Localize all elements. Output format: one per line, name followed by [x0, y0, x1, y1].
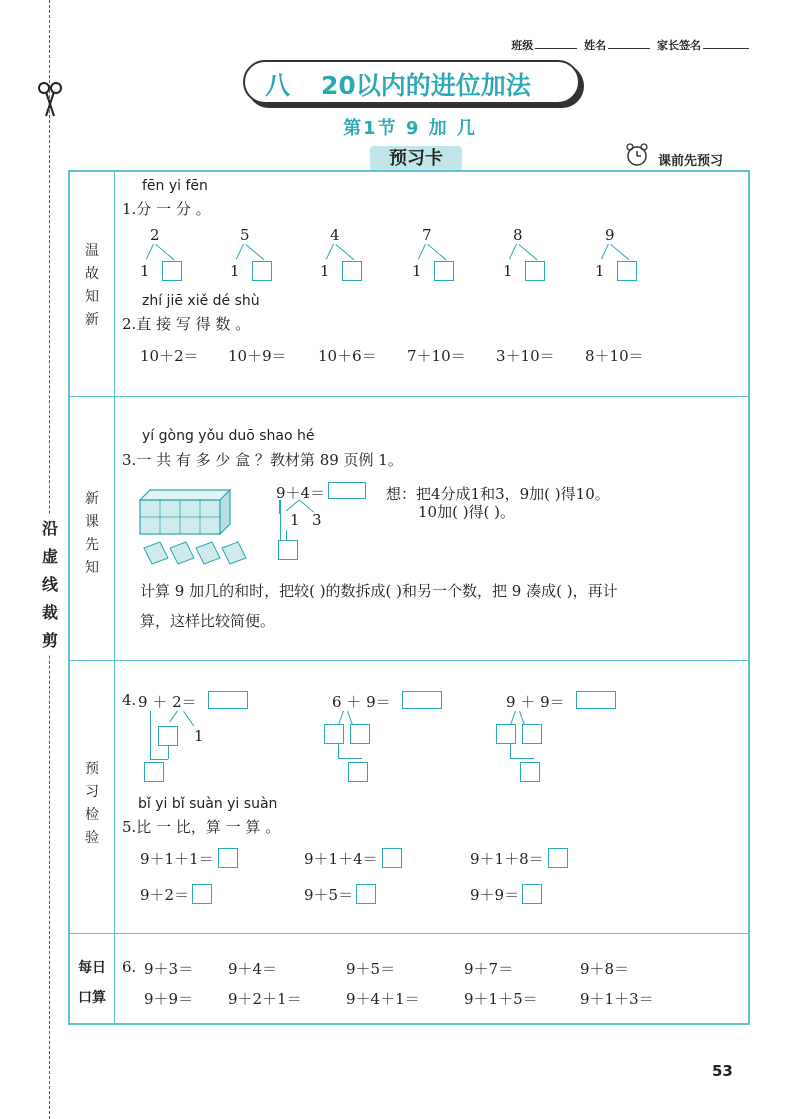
q6-expression: 9＋3＝ [144, 960, 194, 978]
q5-expression: 9＋1＋4＝ [304, 850, 378, 868]
scissors-icon [36, 80, 64, 120]
q6-expression: 9＋4＋1＝ [346, 990, 420, 1008]
alarm-clock-icon [624, 142, 650, 168]
q1-answer-box[interactable] [342, 261, 362, 281]
q4-split-box[interactable] [158, 726, 178, 746]
new-lesson-label-text: 新课先知 [85, 491, 99, 576]
q5-answer-box[interactable] [192, 884, 212, 904]
q2-expression: 8＋10＝ [585, 347, 644, 365]
q5-answer-box[interactable] [218, 848, 238, 868]
q2-expression: 3＋10＝ [496, 347, 555, 365]
q1-bond-left: 1 [140, 262, 150, 280]
q6-label: 6. [122, 958, 137, 976]
q3-equation: 9＋4＝ [276, 484, 326, 502]
class-field[interactable] [535, 38, 577, 49]
q1-bond-top: 8 [513, 226, 523, 244]
q1-bond-left: 1 [503, 262, 513, 280]
q3-split-line [286, 530, 287, 540]
q3-summary-1: 计算 9 加几的和时，把较( )的数拆成( )和另一个数，把 9 凑成( )，再计 [140, 582, 618, 600]
q4-equation: 9 ＋ 9＝ [506, 693, 565, 711]
q6-expression: 9＋2＋1＝ [228, 990, 302, 1008]
q6-expression: 9＋9＝ [144, 990, 194, 1008]
q4-label: 4. [122, 691, 137, 709]
q4-bond-line [338, 744, 339, 758]
q4-answer-box[interactable] [402, 691, 442, 709]
q4-bond-line [150, 759, 168, 760]
chapter-banner [243, 60, 580, 104]
q1-answer-box[interactable] [434, 261, 454, 281]
section-label-review [70, 240, 114, 332]
q4-given-part: 1 [194, 727, 204, 745]
class-label: 班级 [511, 39, 534, 52]
q6-expression: 9＋1＋5＝ [464, 990, 538, 1008]
q1-bond-left: 1 [230, 262, 240, 280]
q4-split-box[interactable] [350, 724, 370, 744]
preview-check-label-text: 预习检验 [85, 761, 99, 846]
q1-pinyin: fēn yi fēn [142, 178, 208, 194]
q2-expression: 10＋2＝ [140, 347, 199, 365]
q3-answer-box[interactable] [328, 482, 366, 499]
parent-signature-label: 家长签名 [657, 39, 701, 52]
q3-think-1: 想：把4分成1和3，9加( )得10。 [386, 485, 610, 503]
q5-expression: 9＋1＋1＝ [140, 850, 214, 868]
q4-split-box[interactable] [496, 724, 516, 744]
q1-bond-left: 1 [412, 262, 422, 280]
q5-answer-box[interactable] [522, 884, 542, 904]
q4-bond-line [338, 758, 362, 759]
q2-pinyin: zhí jiē xiě dé shù [142, 293, 260, 309]
card-title: 预习卡 [370, 146, 462, 172]
q5-expression: 9＋2＝ [140, 886, 190, 904]
q2-expression: 7＋10＝ [407, 347, 466, 365]
q1-bond-top: 5 [240, 226, 250, 244]
q4-bond-line [150, 711, 151, 759]
page-number: 53 [712, 1062, 733, 1080]
q1-bond-top: 9 [605, 226, 615, 244]
daily-label-text: 每日口算 [78, 960, 106, 1006]
q3-split-line [279, 500, 280, 514]
section-title: 第1节 9 加 几 [343, 118, 477, 139]
review-label-text: 温故知新 [85, 243, 99, 328]
name-label: 姓名 [584, 39, 607, 52]
chapter-number: 八 [265, 71, 291, 100]
q5-answer-box[interactable] [548, 848, 568, 868]
header-fields [511, 37, 752, 53]
q4-sum-box[interactable] [520, 762, 540, 782]
q5-expression: 9＋1＋8＝ [470, 850, 544, 868]
q2-expression: 10＋9＝ [228, 347, 287, 365]
q5-pinyin: bǐ yi bǐ suàn yi suàn [138, 796, 278, 812]
chapter-title: 20以内的进位加法 [321, 71, 531, 100]
q2-expression: 10＋6＝ [318, 347, 377, 365]
q1-bond-top: 7 [422, 226, 432, 244]
q6-expression: 9＋4＝ [228, 960, 278, 978]
q5-label: 5.比 一 比，算 一 算 。 [122, 818, 281, 836]
section-label-new-lesson [70, 488, 114, 580]
q4-sum-box[interactable] [348, 762, 368, 782]
q4-equation: 6 ＋ 9＝ [332, 693, 391, 711]
q3-pinyin: yí gòng yǒu duō shao hé [142, 428, 315, 444]
q1-answer-box[interactable] [162, 261, 182, 281]
section-label-preview-check [70, 758, 114, 850]
q1-answer-box[interactable] [252, 261, 272, 281]
q5-answer-box[interactable] [356, 884, 376, 904]
q6-expression: 9＋7＝ [464, 960, 514, 978]
q4-split-box[interactable] [324, 724, 344, 744]
section-label-daily [70, 953, 114, 1013]
section-divider [70, 933, 748, 934]
q3-think-2: 10加( )得( )。 [418, 503, 516, 521]
q1-bond-left: 1 [320, 262, 330, 280]
section-divider [70, 660, 748, 661]
q4-answer-box[interactable] [208, 691, 248, 709]
q4-sum-box[interactable] [144, 762, 164, 782]
cut-line-label: 沿虚线裁剪 [38, 515, 62, 655]
q4-equation: 9 ＋ 2＝ [138, 693, 197, 711]
q6-expression: 9＋5＝ [346, 960, 396, 978]
q3-split-right: 3 [312, 511, 322, 529]
section-divider [70, 396, 748, 397]
q3-split-left: 1 [290, 511, 300, 529]
q1-bond-top: 2 [150, 226, 160, 244]
q3-label: 3.一 共 有 多 少 盒 ？教材第 89 页例 1。 [122, 451, 403, 469]
q1-bond-left: 1 [595, 262, 605, 280]
q4-answer-box[interactable] [576, 691, 616, 709]
q6-expression: 9＋1＋3＝ [580, 990, 654, 1008]
q4-bond-line [510, 744, 511, 758]
q2-label: 2.直 接 写 得 数 。 [122, 315, 251, 333]
q4-bond-line [510, 758, 534, 759]
q5-expression: 9＋5＝ [304, 886, 354, 904]
preview-tag: 课前先预习 [658, 154, 724, 169]
q4-split-box[interactable] [522, 724, 542, 744]
q4-bond-line [168, 746, 169, 759]
q6-expression: 9＋8＝ [580, 960, 630, 978]
parent-signature-field[interactable] [703, 38, 749, 49]
q1-label: 1.分 一 分 。 [122, 200, 211, 218]
q1-answer-box[interactable] [617, 261, 637, 281]
q5-answer-box[interactable] [382, 848, 402, 868]
name-field[interactable] [608, 38, 650, 49]
q5-expression: 9＋9＝ [470, 886, 520, 904]
box-stack-illustration [136, 488, 264, 572]
q1-answer-box[interactable] [525, 261, 545, 281]
q3-sum-box[interactable] [278, 540, 298, 560]
q1-bond-top: 4 [330, 226, 340, 244]
q3-summary-2: 算，这样比较简便。 [140, 612, 276, 630]
